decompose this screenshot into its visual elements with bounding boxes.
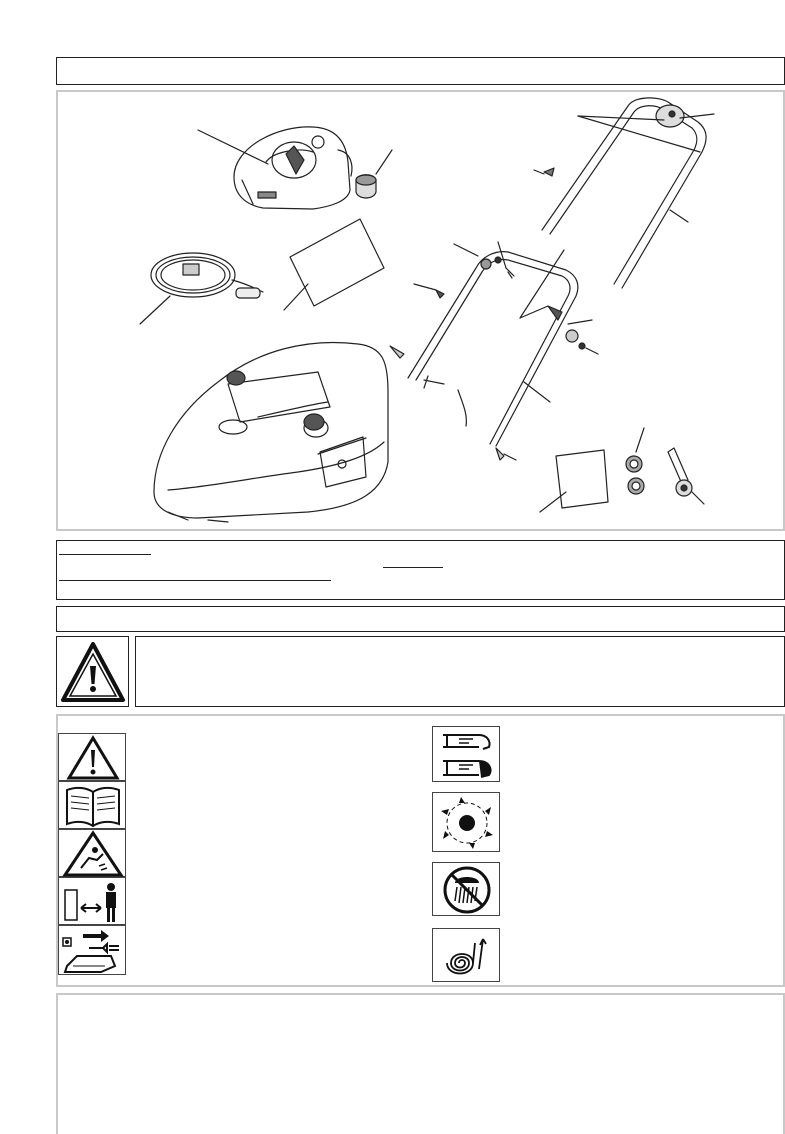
symbol-keep-cable-away xyxy=(432,928,500,982)
symbol-warning xyxy=(58,733,126,781)
handle-fasteners-icon xyxy=(390,242,598,460)
symbol-keep-distance xyxy=(58,877,126,925)
warning-triangle-icon xyxy=(59,734,127,782)
warranty-card-icon xyxy=(540,450,608,512)
blade-stop-icon xyxy=(433,727,501,783)
knob-icon xyxy=(356,150,392,198)
exploded-parts-illustration xyxy=(58,92,785,533)
mains-cable-icon xyxy=(140,253,263,324)
symbol-blade-stop xyxy=(432,726,500,782)
lower-handle-bar-icon xyxy=(408,252,578,446)
read-manual-icon xyxy=(59,782,127,830)
keep-cable-away-icon xyxy=(433,929,501,983)
no-rain-icon xyxy=(433,863,501,917)
parts-diagram xyxy=(56,90,785,531)
warning-triangle-icon xyxy=(60,640,126,704)
instruction-leaflet-icon xyxy=(284,219,384,310)
parts-section-header xyxy=(56,57,785,85)
parts-list-underline xyxy=(307,580,331,581)
rotating-blade-icon xyxy=(433,793,501,853)
upper-handle-bar-icon xyxy=(534,98,714,288)
symbol-unplug xyxy=(58,925,126,975)
parts-list-underline xyxy=(59,580,307,581)
unplug-before-maintenance-icon xyxy=(59,926,127,976)
warning-icon-box xyxy=(56,636,129,707)
thrown-objects-icon xyxy=(59,830,127,878)
height-spacers-icon xyxy=(626,428,644,494)
keep-bystanders-away-icon xyxy=(59,878,127,926)
symbol-rotating-blade xyxy=(432,792,500,852)
parts-list xyxy=(56,540,785,600)
safety-section-header xyxy=(56,606,785,632)
symbol-thrown-objects xyxy=(58,829,126,877)
symbol-read-manual xyxy=(58,781,126,829)
spacer-tool-icon xyxy=(668,448,704,504)
cover-hood-icon xyxy=(198,127,352,209)
parts-list-underline xyxy=(383,567,443,568)
warning-text-box xyxy=(135,636,785,707)
safety-symbols-panel xyxy=(56,714,785,987)
parts-list-underline xyxy=(59,554,151,555)
symbol-no-rain xyxy=(432,862,500,916)
mower-body-icon xyxy=(154,343,388,522)
notes-box xyxy=(56,993,785,1134)
